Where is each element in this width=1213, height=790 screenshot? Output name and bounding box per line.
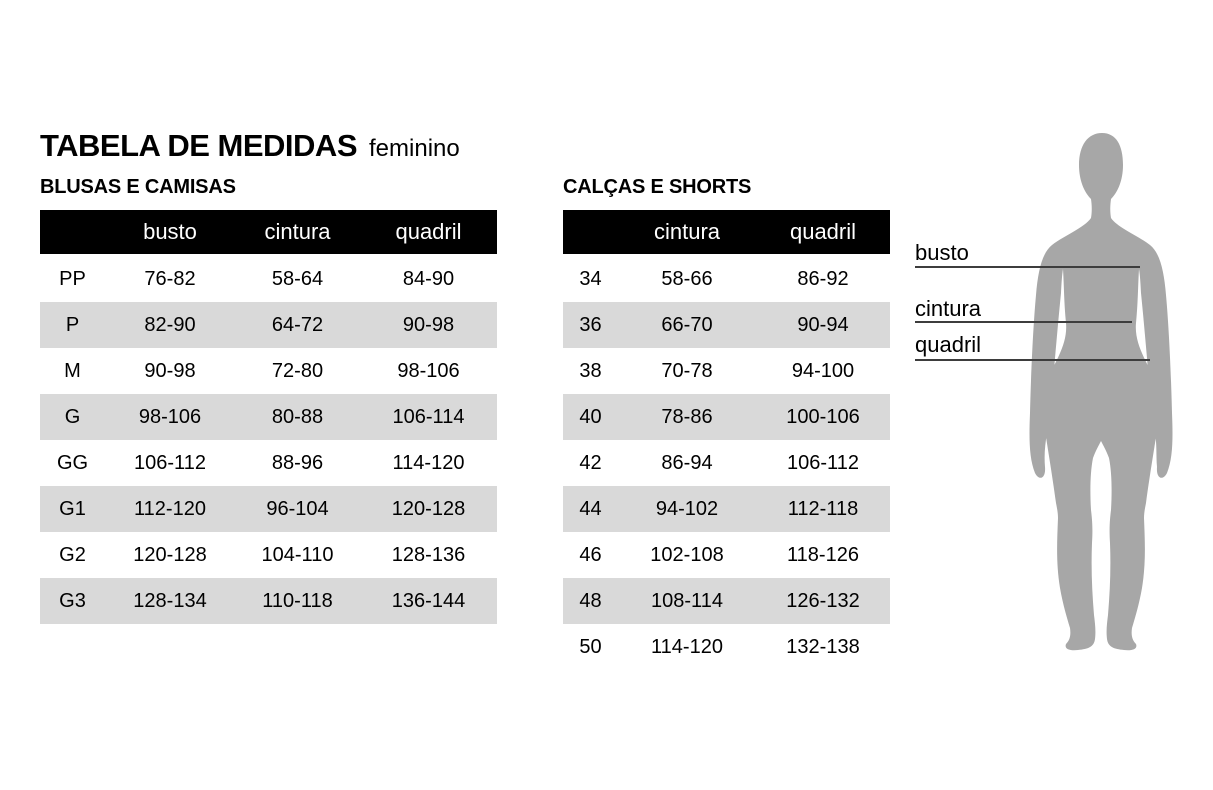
table-header-row [563, 210, 890, 254]
column-header-busto: busto [143, 219, 197, 244]
cintura-label: cintura [915, 296, 982, 321]
measure-cell: 114-120 [392, 451, 465, 474]
measure-cell: 112-120 [134, 497, 206, 520]
table-row [40, 302, 497, 348]
size-cell: G2 [59, 543, 86, 566]
measure-cell: 98-106 [397, 359, 460, 382]
measure-cell: 128-134 [133, 589, 207, 612]
measure-cell: 132-138 [786, 635, 860, 658]
measure-cell: 102-108 [650, 543, 724, 566]
size-cell: 44 [579, 497, 602, 520]
measure-cell: 86-92 [797, 267, 849, 290]
female-silhouette-svg [1020, 123, 1180, 653]
table-row [563, 256, 890, 302]
size-cell: 36 [579, 313, 602, 336]
measure-cell: 106-112 [134, 451, 206, 474]
measure-cell: 118-126 [787, 543, 859, 566]
table-body [563, 256, 890, 670]
measure-cell: 110-118 [262, 589, 333, 612]
measure-cell: 128-136 [391, 543, 466, 566]
measure-cell: 88-96 [271, 451, 324, 474]
measure-cell: 86-94 [661, 451, 713, 474]
calcas-e-shorts-table [563, 176, 890, 670]
measure-cell: 80-88 [271, 405, 324, 428]
table-row [563, 486, 890, 532]
table-row [563, 394, 890, 440]
page-title-row [40, 128, 460, 164]
size-cell: 40 [579, 405, 602, 428]
size-cell: 34 [579, 267, 602, 290]
measure-cell: 78-86 [661, 405, 713, 428]
measure-cell: 106-114 [392, 405, 465, 428]
measure-cell: 100-106 [786, 405, 860, 428]
measure-cell: 82-90 [144, 313, 196, 336]
measure-cell: 106-112 [787, 451, 859, 474]
table-header-row [40, 210, 497, 254]
table-row [563, 624, 890, 670]
measure-cell: 84-90 [402, 267, 455, 290]
measure-cell: 104-110 [261, 543, 334, 566]
column-header-cintura: cintura [264, 219, 331, 244]
size-cell: 46 [579, 543, 602, 566]
female-silhouette [1020, 123, 1180, 653]
page-title: TABELA DE MEDIDAS [40, 128, 357, 163]
measure-cell: 108-114 [651, 589, 723, 612]
measure-cell: 94-100 [791, 359, 855, 382]
table-row [563, 578, 890, 624]
measure-cell: 76-82 [144, 267, 196, 290]
measure-cell: 136-144 [391, 589, 466, 612]
measure-cell: 112-118 [787, 497, 859, 520]
section-heading-blusas: BLUSAS E CAMISAS [40, 176, 236, 198]
size-cell: 38 [579, 359, 602, 382]
table-row [563, 302, 890, 348]
table-body [40, 256, 497, 624]
size-cell: G3 [59, 589, 86, 612]
table-row [40, 578, 497, 624]
table-row [563, 440, 890, 486]
measure-cell: 90-98 [144, 359, 196, 382]
measure-cell: 94-102 [655, 497, 719, 520]
size-cell: P [65, 313, 80, 336]
column-header-quadril: quadril [789, 219, 857, 244]
column-header-cintura: cintura [653, 219, 721, 244]
measure-cell: 120-128 [391, 497, 466, 520]
size-cell: G [64, 405, 81, 428]
measure-cell: 126-132 [786, 589, 860, 612]
measure-cell: 66-70 [661, 313, 713, 336]
table-row [563, 348, 890, 394]
table-row [40, 440, 497, 486]
table-row [40, 256, 497, 302]
blusas-e-camisas-table [40, 176, 497, 624]
measure-cell: 58-64 [271, 267, 324, 290]
page-subtitle: feminino [369, 135, 460, 162]
size-cell: 50 [579, 635, 602, 658]
measure-cell: 98-106 [138, 405, 202, 428]
size-cell: 42 [579, 451, 602, 474]
measure-cell: 120-128 [133, 543, 207, 566]
measure-cell: 90-94 [797, 313, 849, 336]
table-row [40, 394, 497, 440]
cintura-line [915, 321, 1132, 323]
size-cell: 48 [579, 589, 602, 612]
measure-cell: 58-66 [661, 267, 713, 290]
section-heading-calcas: CALÇAS E SHORTS [563, 176, 752, 198]
table-row [563, 532, 890, 578]
size-cell: M [64, 359, 81, 382]
busto-line [915, 266, 1140, 268]
measure-cell: 70-78 [661, 359, 713, 382]
measure-cell: 72-80 [271, 359, 324, 382]
column-header-quadril: quadril [395, 219, 462, 244]
busto-label: busto [915, 240, 969, 265]
measure-cell: 114-120 [651, 635, 723, 658]
table-row [40, 348, 497, 394]
measure-cell: 90-98 [402, 313, 455, 336]
quadril-line [915, 359, 1150, 361]
table-row [40, 532, 497, 578]
measure-cell: 96-104 [266, 497, 329, 520]
quadril-label: quadril [915, 332, 982, 357]
size-cell: G1 [59, 497, 86, 520]
measure-cell: 64-72 [271, 313, 324, 336]
size-cell: GG [56, 451, 89, 474]
table-row [40, 486, 497, 532]
size-cell: PP [59, 267, 86, 290]
